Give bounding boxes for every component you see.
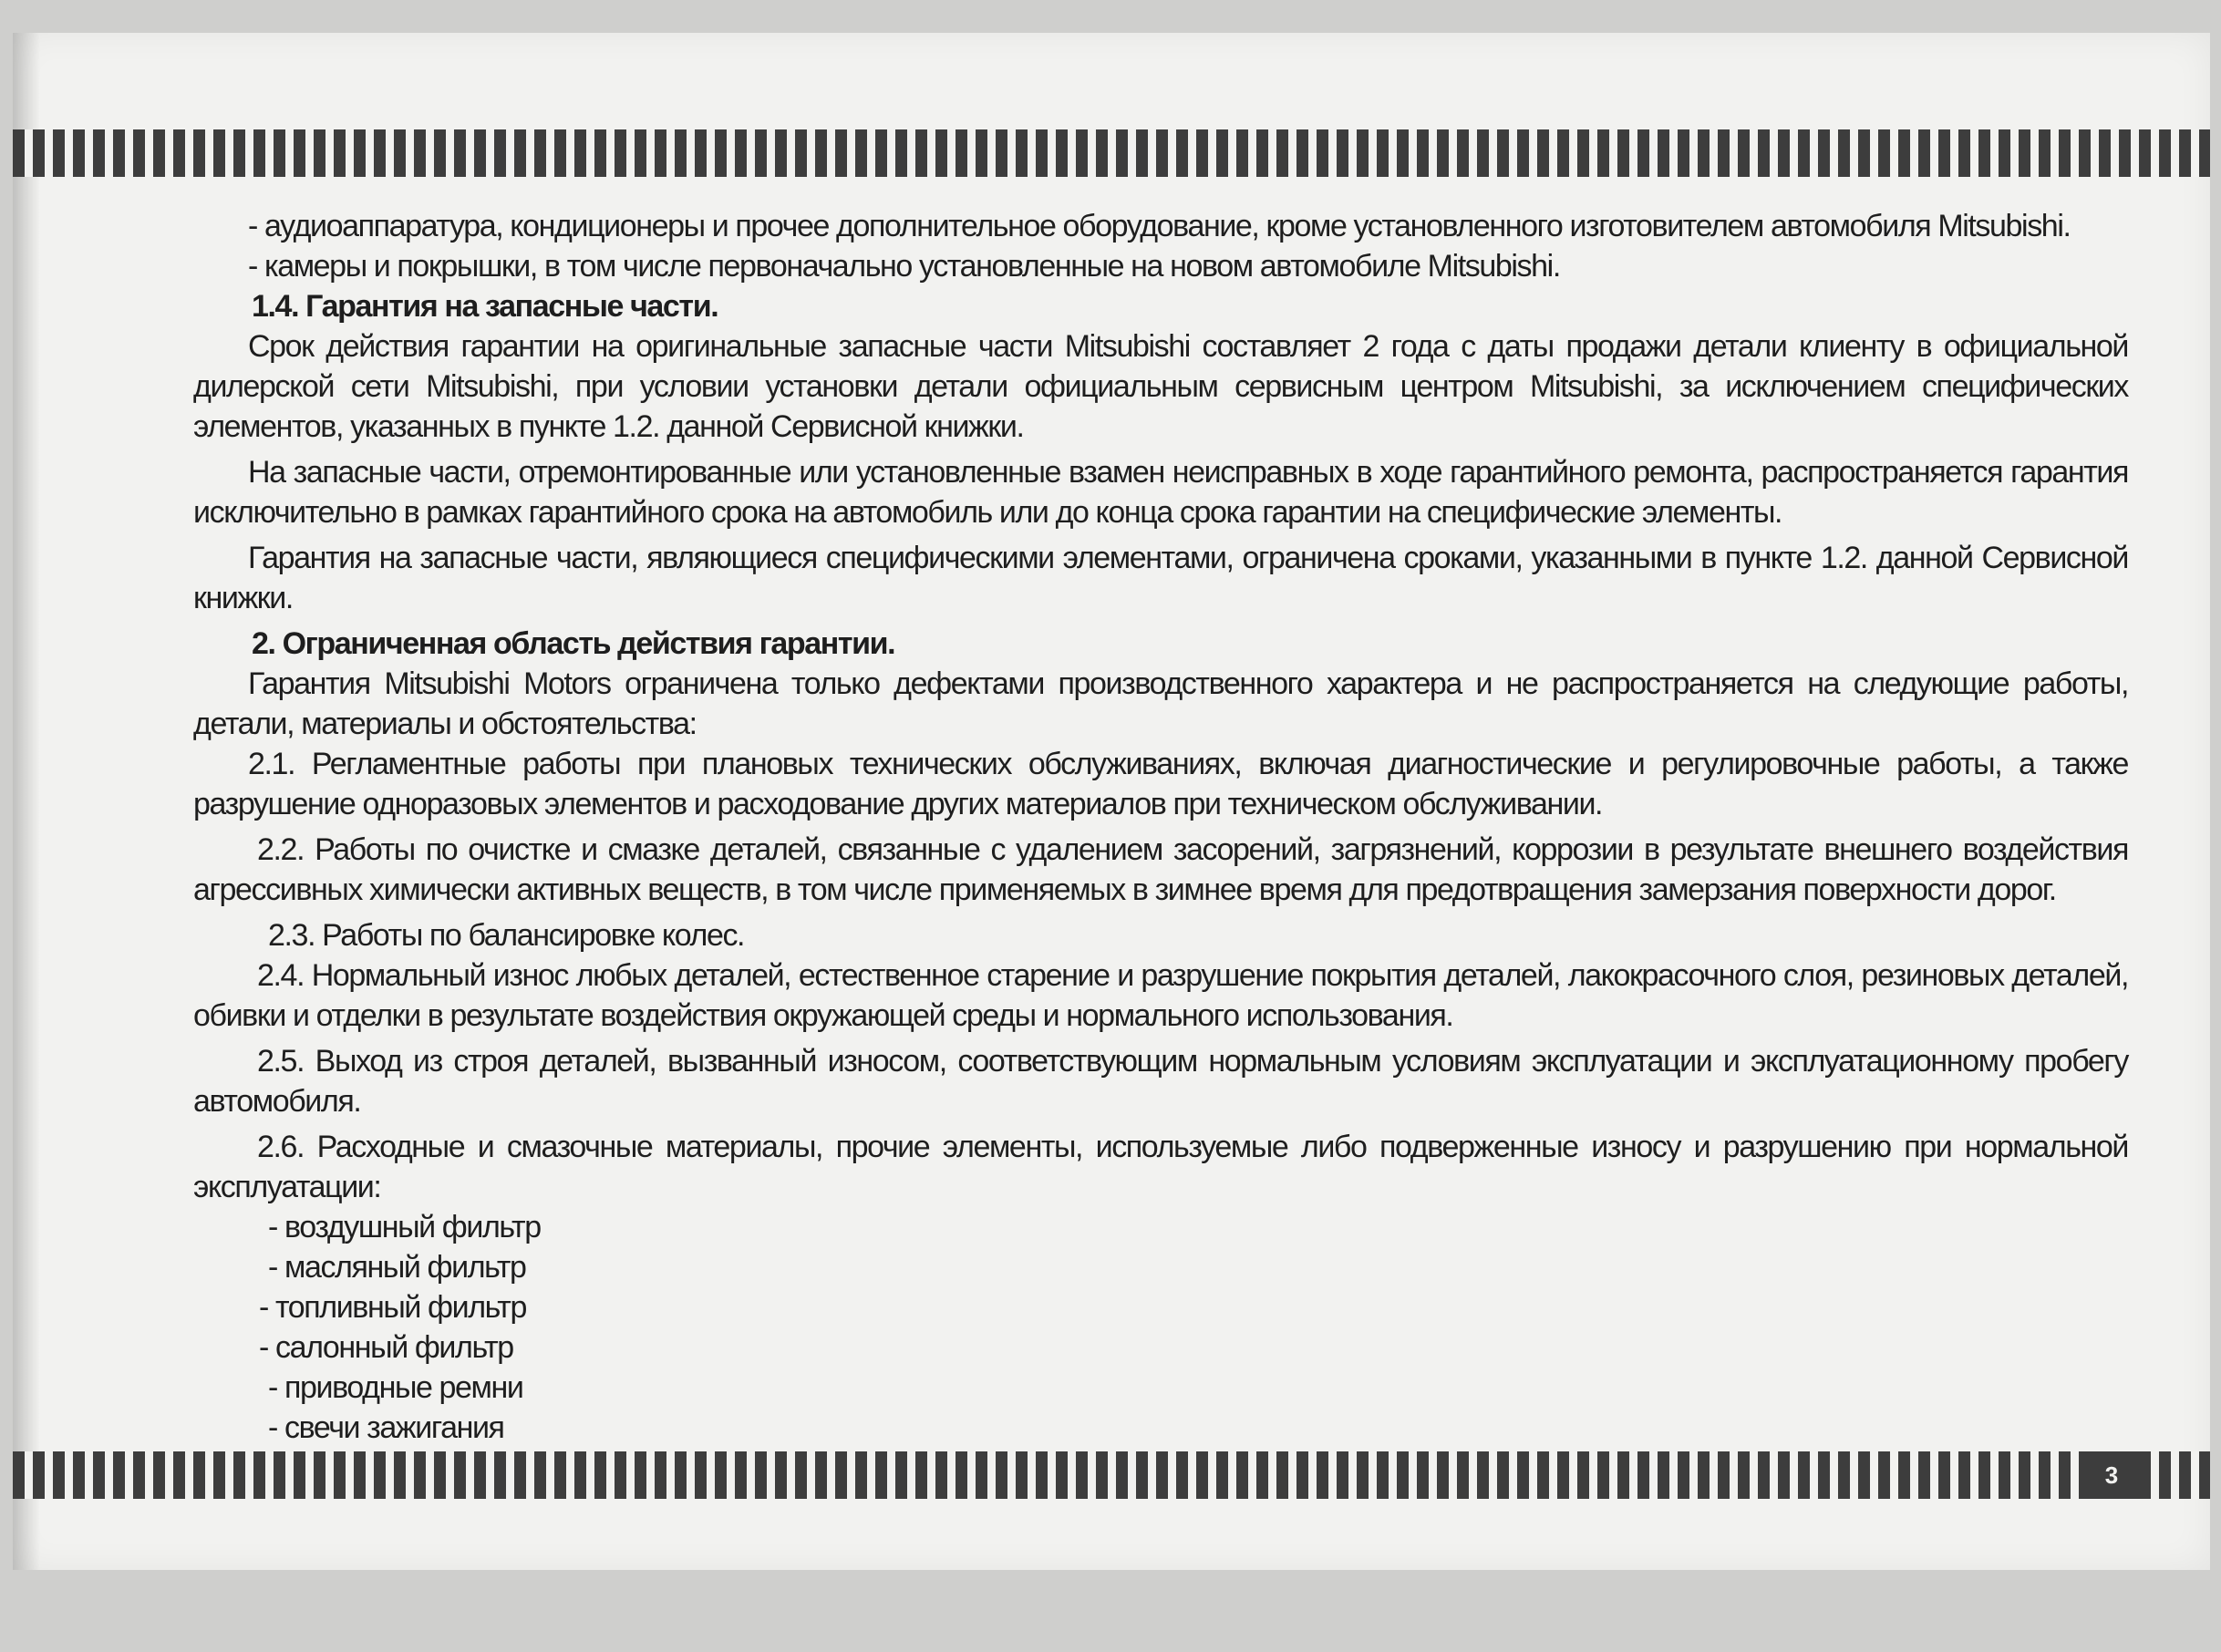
text-paragraph: - топливный фильтр (259, 1290, 526, 1325)
text-paragraph: 2.4. Нормальный износ любых деталей, естественное старение и разрушение покрытия деталей, лакокрасочного слоя, резиновых деталей, обивки и отделки в результате воздействия окружающей среды и нормального использования. (193, 958, 2128, 1033)
text-paragraph: Гарантия Mitsubishi Motors ограничена только дефектами производственного характера и не распространяется на следующие работы, детали, материалы и обстоятельства: (193, 666, 2128, 741)
bottom-stripe-band (13, 1451, 2210, 1499)
text-paragraph: 2.1. Регламентные работы при плановых технических обслуживаниях, включая диагностические и регулировочные работы, а также разрушение одноразовых элементов и расходование других материалов при техническом обслуживании. (193, 747, 2128, 821)
scan-edge-shadow (13, 33, 40, 1570)
text-paragraph: - камеры и покрышки, в том числе первоначально установленные на новом автомобиле Mitsubishi. (248, 249, 1560, 284)
text-paragraph: Срок действия гарантии на оригинальные запасные части Mitsubishi составляет 2 года с даты продажи детали клиенту в официальной дилерской сети Mitsubishi, при условии установки детали официальным сервисным центром Mitsubishi, за исключением специфических элементов, указанных в пункте 1.2. данной Сервисной книжки. (193, 329, 2128, 444)
text-paragraph: На запасные части, отремонтированные или установленные взамен неисправных в ходе гарантийного ремонта, распространяется гарантия исключительно в рамках гарантийного срока на автомобиль или до конца срока гарантии на специфические элементы. (193, 455, 2128, 530)
text-paragraph: - воздушный фильтр (268, 1210, 541, 1244)
top-stripe-band (13, 129, 2210, 177)
page-number: 3 (2081, 1451, 2143, 1499)
text-paragraph: 2.3. Работы по балансировке колес. (268, 918, 745, 953)
text-paragraph: Гарантия на запасные части, являющиеся специфическими элементами, ограничена сроками, указанными в пункте 1.2. данной Сервисной книжки. (193, 541, 2128, 615)
section-heading: 1.4. Гарантия на запасные части. (252, 289, 718, 324)
document-body (193, 206, 2128, 1448)
section-heading: 2. Ограниченная область действия гарантии. (252, 626, 895, 661)
text-paragraph: - свечи зажигания (268, 1410, 504, 1445)
text-paragraph: - масляный фильтр (268, 1250, 526, 1285)
text-paragraph: 2.2. Работы по очистке и смазке деталей, связанные с удалением засорений, загрязнений, коррозии в результате внешнего воздействия агрессивных химически активных веществ, в том числе применяемых в зимнее время для предотвращения замерзания поверхности дорог. (193, 832, 2128, 907)
text-paragraph: 2.6. Расходные и смазочные материалы, прочие элементы, используемые либо подверженные износу и разрушению при нормальной эксплуатации: (193, 1130, 2128, 1204)
text-paragraph: 2.5. Выход из строя деталей, вызванный износом, соответствующим нормальным условиям эксплуатации и эксплуатационному пробегу автомобиля. (193, 1044, 2128, 1119)
text-paragraph: - салонный фильтр (259, 1330, 513, 1365)
text-paragraph: - приводные ремни (268, 1370, 523, 1405)
text-paragraph: - аудиоаппаратура, кондиционеры и прочее дополнительное оборудование, кроме установленного изготовителем автомобиля Mitsubishi. (248, 209, 2071, 243)
document-page (13, 33, 2210, 1570)
